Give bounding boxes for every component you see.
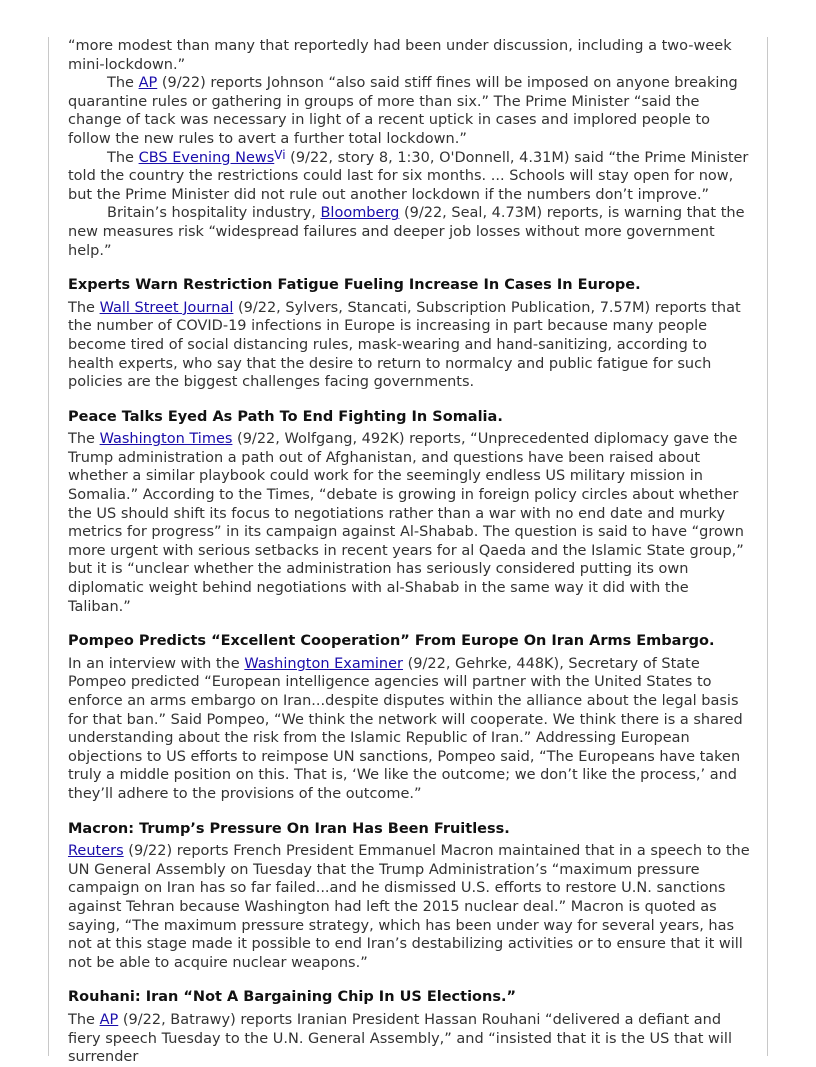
headline-somalia-peace-talks: Peace Talks Eyed As Path To End Fighting In Somalia. <box>68 408 503 425</box>
video-note-marker[interactable]: Vi <box>274 147 286 162</box>
article-body-macron-iran-pressure: Reuters (9/22) reports French President Emmanuel Macron maintained that in a speech to the UN General Assembly on Tuesday that the Trump Administration’s “maximum pressure campaign on Iran has so far failed...and he dismissed U.S. efforts to restore U.N. sanctions against Tehran because Washington had left the 2015 nuclear deal.” Macron is quoted as saying, “The maximum pressure strategy, which has been under way for several years, has not at this stage made it possible to end Iran’s destabilizing activities or to ensure that it will not be able to acquire nuclear weapons.” <box>68 843 750 971</box>
source-link-cbs-evening-news[interactable]: CBS Evening News <box>138 149 275 166</box>
intro-paragraph-1: “more modest than many that reportedly had been under discussion, including a two-week mini-lockdown.” <box>68 38 732 73</box>
source-link-reuters[interactable]: Reuters <box>68 843 124 860</box>
article-body-somalia-peace-talks: The Washington Times (9/22, Wolfgang, 492K) reports, “Unprecedented diplomacy gave the Trump administration a path out of Afghanistan, and questions have been raised about whether a similar playbook could work for the seemingly endless US military mission in Somalia.” According to the Times, “debate is growing in foreign policy circles about whether the US should shift its focus to negotiations rather than a war with no end date and murky metrics for progress” in its campaign against Al-Shabab. The question is said to have “grown more urgent with serious setbacks in recent years for al Qaeda and the Islamic State group,” but it is “unclear whether the administration has seriously considered putting its own diplomatic weight behind negotiations with al-Shabab in the same way it did with the Taliban.” <box>68 431 744 615</box>
headline-macron-iran-pressure: Macron: Trump’s Pressure On Iran Has Been Fruitless. <box>68 820 510 837</box>
document-body <box>68 37 750 1067</box>
source-link-ap[interactable]: AP <box>138 75 158 92</box>
intro-paragraph-2: The AP (9/22) reports Johnson “also said stiff fines will be imposed on anyone breaking quarantine rules or gathering in groups of more than six.” The Prime Minister “said the change of tack was necessary in light of a recent uptick in cases and implored people to follow the new rules to avert a further total lockdown.” <box>68 75 738 147</box>
source-link-bloomberg[interactable]: Bloomberg <box>320 205 400 222</box>
page-border-left <box>48 37 49 1056</box>
source-link-wall-street-journal[interactable]: Wall Street Journal <box>99 299 234 316</box>
intro-paragraph-4: Britain’s hospitality industry, Bloomberg (9/22, Seal, 4.73M) reports, is warning that the new measures risk “widespread failures and deeper job losses without more government help.” <box>68 205 745 259</box>
article-body-restriction-fatigue: The Wall Street Journal (9/22, Sylvers, Stancati, Subscription Publication, 7.57M) reports that the number of COVID-19 infections in Europe is increasing in part because many people become tired of social distancing rules, mask-wearing and hand-sanitizing, according to health experts, who say that the desire to return to normalcy and public fatigue for such policies are the biggest challenges facing governments. <box>68 299 741 391</box>
source-link-washington-times[interactable]: Washington Times <box>99 431 233 448</box>
headline-restriction-fatigue: Experts Warn Restriction Fatigue Fueling Increase In Cases In Europe. <box>68 277 641 294</box>
headline-rouhani-bargaining-chip: Rouhani: Iran “Not A Bargaining Chip In US Elections.” <box>68 989 516 1006</box>
article-body-pompeo-iran-embargo: In an interview with the Washington Examiner (9/22, Gehrke, 448K), Secretary of State Pompeo predicted “European intelligence agencies will partner with the United States to enforce an arms embargo on Iran...despite disputes within the alliance about the legal basis for that ban.” Said Pompeo, “We think the network will cooperate. We think there is a shared understanding about the risk from the Islamic Republic of Iran.” Addressing European objections to US efforts to reimpose UN sanctions, Pompeo said, “The Europeans have taken truly a middle position on this. That is, ‘We like the outcome; we don’t like the process,’ and they’ll adhere to the provisions of the outcome.” <box>68 655 743 802</box>
intro-paragraph-3: The CBS Evening News$^{Vi}$ (9/22, story 8, 1:30, O'Donnell, 4.31M) said “the Prime Minister told the country the restrictions could last for six months. ... Schools will stay open for now, but the Prime Minister did not rule out another lockdown if the numbers don’t improve.” <box>68 147 749 203</box>
source-link-ap-rouhani[interactable]: AP <box>99 1011 119 1028</box>
headline-pompeo-iran-embargo: Pompeo Predicts “Excellent Cooperation” From Europe On Iran Arms Embargo. <box>68 633 715 650</box>
source-link-washington-examiner[interactable]: Washington Examiner <box>244 655 403 672</box>
article-body-rouhani-bargaining-chip: The AP (9/22, Batrawy) reports Iranian President Hassan Rouhani “delivered a defiant and fiery speech Tuesday to the U.N. General Assembly,” and “insisted that it is the US that will surrender <box>68 1011 732 1066</box>
page-border-right <box>767 37 768 1056</box>
